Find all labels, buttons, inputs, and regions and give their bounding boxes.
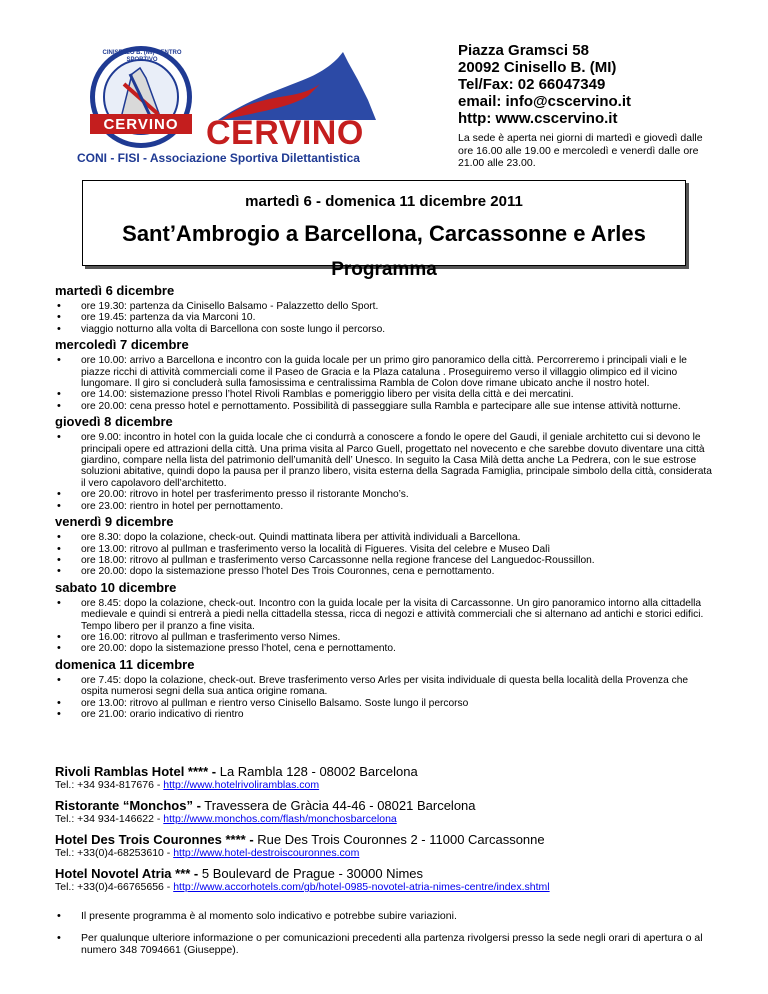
hotel-list <box>55 764 715 900</box>
hotel-phone: Tel.: +34 934-817676 - <box>55 779 164 791</box>
hotel-name-line <box>55 832 715 847</box>
itinerary-item: • ore 13.00: ritrovo al pullman e rientro verso Cinisello Balsamo. Soste lungo il percorso <box>55 698 715 709</box>
note-item: • Per qualunque ulteriore informazione o per comunicazioni precedenti alla partenza rivolgersi presso la sede negli orari di apertura o al numero 348 7094661 (Giuseppe). <box>55 932 715 957</box>
itinerary-item: • ore 20.00: ritrovo in hotel per trasferimento presso il ristorante Moncho’s. <box>55 489 715 500</box>
contact-website: http: www.cscervino.it <box>458 110 618 127</box>
day-heading: domenica 11 dicembre <box>55 656 195 672</box>
day-items <box>55 301 715 335</box>
hotel-contact-line <box>55 881 715 894</box>
trip-dates: martedì 6 - domenica 11 dicembre 2011 <box>245 193 523 210</box>
hotel-website-link[interactable]: http://www.hotelrivoliramblas.com <box>163 779 320 791</box>
itinerary-item: • ore 14.00: sistemazione presso l’hotel Rivoli Ramblas e pomeriggio libero per visita della città e dei mercatini. <box>55 389 715 400</box>
hotel-name: Ristorante “Monchos” - <box>55 798 201 813</box>
logo-tagline: CONI - FISI - Associazione Sportiva Dilettantistica <box>77 151 360 165</box>
contact-block <box>458 42 708 170</box>
hotel-website-link[interactable]: http://www.monchos.com/flash/monchosbarcelona <box>163 813 397 825</box>
hotel-name: Hotel Novotel Atria *** - <box>55 866 199 881</box>
itinerary-item: • ore 19.45: partenza da via Marconi 10. <box>55 312 715 323</box>
day-items <box>55 532 715 578</box>
hotel-website-link[interactable]: http://www.accorhotels.com/gb/hotel-0985-novotel-atria-nimes-centre/index.shtml <box>173 881 550 893</box>
hotel-entry <box>55 764 715 792</box>
day-section <box>55 283 715 335</box>
itinerary-item: • ore 23.00: rientro in hotel per pernottamento. <box>55 501 715 512</box>
hotel-website-link[interactable]: http://www.hotel-destroiscouronnes.com <box>173 847 360 859</box>
hotel-name-line <box>55 764 715 779</box>
hotel-contact-line <box>55 813 715 826</box>
day-items <box>55 355 715 412</box>
contact-address: Piazza Gramsci 58 <box>458 42 589 59</box>
contact-email: email: info@cscervino.it <box>458 93 632 110</box>
itinerary-item: • ore 7.45: dopo la colazione, check-out. Breve trasferimento verso Arles per visita individuale di questa bella località della Provenza che ospita numerosi segni della sua antica origine romana. <box>55 675 715 698</box>
hotel-contact-line <box>55 847 715 860</box>
note-item: • Il presente programma è al momento solo indicativo e potrebbe subire variazioni. <box>55 910 715 923</box>
itinerary-item: • ore 8.45: dopo la colazione, check-out. Incontro con la guida locale per la visita di Carcassonne. Un giro panoramico intorno alla cittadella medievale e quindi si entrerà a piedi nella cittadella stessa, ricca di negozi e attività commerciali che si alternano ad antichi e storici edifici. Tempo libero per il pranzo a fine visita. <box>55 598 715 632</box>
hotel-name: Hotel Des Trois Couronnes **** - <box>55 832 254 847</box>
opening-hours: La sede è aperta nei giorni di martedì e giovedì dalle ore 16.00 alle 19.00 e mercoledì e venerdì dalle ore 21.00 alle 23.00. <box>458 132 703 169</box>
itinerary-item: • ore 20.00: cena presso hotel e pernottamento. Possibilità di passeggiare sulla Rambla e partecipare alle sue intense attività notturne. <box>55 401 715 412</box>
day-heading: giovedì 8 dicembre <box>55 414 173 430</box>
day-heading: sabato 10 dicembre <box>55 579 177 595</box>
hotel-entry <box>55 866 715 894</box>
day-heading: venerdì 9 dicembre <box>55 514 174 530</box>
hotel-phone: Tel.: +33(0)4-68253610 - <box>55 847 174 859</box>
itinerary-item: • ore 20.00: dopo la sistemazione presso l’hotel, cena e pernottamento. <box>55 643 715 654</box>
hotel-address: Travessera de Gràcia 44-46 - 08021 Barcelona <box>200 798 476 813</box>
itinerary-item: • ore 20.00: dopo la sistemazione presso l’hotel Des Trois Couronnes, cena e pernottamento. <box>55 566 715 577</box>
itinerary-item: • ore 8.30: dopo la colazione, check-out. Quindi mattinata libera per attività individuali a Barcellona. <box>55 532 715 543</box>
club-logo <box>76 40 456 170</box>
hotel-name: Rivoli Ramblas Hotel **** - <box>55 764 217 779</box>
itinerary-item: • ore 10.00: arrivo a Barcellona e incontro con la guida locale per un primo giro panoramico della città. Percorreremo i principali viali e le piazze ricchi di attività commerciali come il Paseo de Gracia e la Plaza cataluna . Proseguiremo verso il villaggio olimpico ed il vicino lungomare. Il giro si concluderà sulla famosissima e centralissima Rambla de Colon dove rimane ubicato anche il nostro hotel. <box>55 355 715 389</box>
hotel-phone: Tel.: +33(0)4-66765656 - <box>55 881 174 893</box>
trip-title: Sant’Ambrogio a Barcellona, Carcassonne e Arles <box>122 221 646 246</box>
logo-wordmark: CERVINO <box>206 114 364 152</box>
hotel-entry <box>55 798 715 826</box>
day-items <box>55 432 715 512</box>
day-heading: mercoledì 7 dicembre <box>55 337 189 353</box>
badge-ring-text: CINISELLO B. (MI) CENTRO SPORTIVO <box>102 50 182 63</box>
itinerary-item: • ore 16.00: ritrovo al pullman e trasferimento verso Nimes. <box>55 632 715 643</box>
hotel-address: 5 Boulevard de Prague - 30000 Nimes <box>198 866 424 881</box>
day-section <box>55 657 715 721</box>
trip-title-box <box>82 180 686 266</box>
itinerary-item: • ore 9.00: incontro in hotel con la guida locale che ci condurrà a conoscere a fondo le opere del Gaudi, il geniale architetto cui si devono le principali opere ed attrazioni della città. Una prima visita al Parco Guell, progettato nel novecento e che sarebbe dovuto diventare una città giardino, compare nella lista del patrimonio dell’umanità dell’ Unesco. In seguito la Casa Milà detta anche La Pedrera, con le sue estrose soluzioni abitative, quindi dopo la pausa per il pranzo libero, visita esterna della Sagrada Famiglia, principale simbolo della città, considerata il vero capolavoro dell’architetto. <box>55 432 715 489</box>
hotel-name-line <box>55 866 715 881</box>
hotel-address: La Rambla 128 - 08002 Barcelona <box>216 764 418 779</box>
mountain-icon <box>208 50 378 122</box>
hotel-entry <box>55 832 715 860</box>
day-section <box>55 337 715 412</box>
programma-heading: Programma <box>331 259 437 280</box>
itinerary-item: • ore 19.30: partenza da Cinisello Balsamo - Palazzetto dello Sport. <box>55 301 715 312</box>
badge-banner-text: CERVINO <box>103 116 179 133</box>
day-items <box>55 675 715 721</box>
hotel-contact-line <box>55 779 715 792</box>
hotel-phone: Tel.: +34 934-146622 - <box>55 813 164 825</box>
itinerary-item: • ore 13.00: ritrovo al pullman e trasferimento verso la località di Figueres. Visita del celebre e Museo Dalì <box>55 544 715 555</box>
contact-city: 20092 Cinisello B. (MI) <box>458 59 617 76</box>
day-items <box>55 598 715 655</box>
itinerary-item: • viaggio notturno alla volta di Barcellona con soste lungo il percorso. <box>55 324 715 335</box>
day-section <box>55 514 715 578</box>
itinerary-item: • ore 18.00: ritrovo al pullman e trasferimento verso Carcassonne nella regione francese del Languedoc-Roussillon. <box>55 555 715 566</box>
itinerary <box>55 283 715 722</box>
itinerary-item: • ore 21.00: orario indicativo di rientro <box>55 709 715 720</box>
day-heading: martedì 6 dicembre <box>55 283 175 298</box>
hotel-address: Rue Des Trois Couronnes 2 - 11000 Carcassonne <box>253 832 545 847</box>
day-section <box>55 580 715 655</box>
hotel-name-line <box>55 798 715 813</box>
contact-tel: Tel/Fax: 02 66047349 <box>458 76 606 93</box>
day-section <box>55 414 715 512</box>
notes-list <box>55 910 715 966</box>
